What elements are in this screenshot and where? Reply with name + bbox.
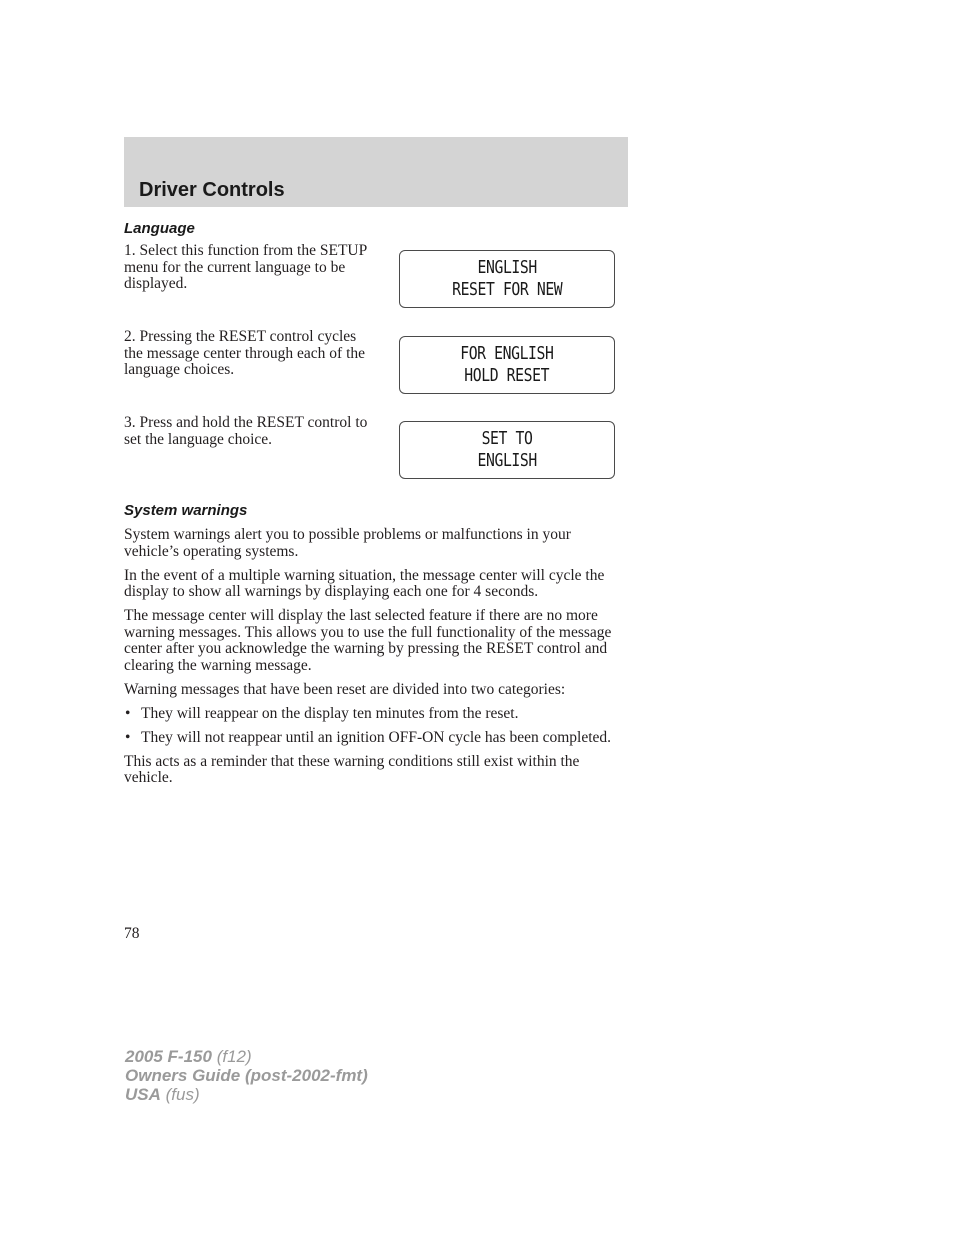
system-warnings-heading: System warnings [124, 502, 248, 519]
page-number: 78 [124, 925, 140, 942]
footer-market: USA [125, 1085, 161, 1104]
message-center-display-3 [399, 421, 615, 479]
display-line-1: ENGLISH [477, 257, 537, 278]
display-line-1: SET TO [481, 428, 533, 449]
system-warnings-body [124, 527, 619, 794]
language-step-1: 1. Select this function from the SETUP menu for the current language to be displayed. [124, 242, 367, 292]
message-center-display-2 [399, 336, 615, 394]
display-line-2: ENGLISH [477, 450, 537, 471]
footer-market-code: (fus) [165, 1085, 200, 1104]
display-line-2: HOLD RESET [464, 365, 550, 386]
bullet-icon: • [125, 728, 131, 746]
language-step-3: 3. Press and hold the RESET control to set the language choice. [124, 414, 368, 448]
display-line-1: FOR ENGLISH [460, 343, 554, 364]
footer-guide: Owners Guide (post-2002-fmt) [125, 1066, 368, 1085]
list-item [124, 706, 619, 723]
warning-categories-list [124, 706, 619, 747]
section-header-bar [124, 137, 628, 207]
paragraph: This acts as a reminder that these warning conditions still exist within the vehicle. [124, 752, 580, 787]
language-step-2: 2. Pressing the RESET control cycles the message center through each of the language choices. [124, 328, 366, 378]
paragraph: The message center will display the last selected feature if there are no more warning messages. This allows you to use the full functionality of the message center after you acknowledge the warning by pressing the RESET control and clearing the warning message. [124, 607, 612, 674]
document-footer [125, 1047, 368, 1104]
list-item-text: They will not reappear until an ignition OFF-ON cycle has been completed. [141, 728, 612, 746]
paragraph: System warnings alert you to possible problems or malfunctions in your vehicle’s operating systems. [124, 526, 571, 560]
display-line-2: RESET FOR NEW [451, 279, 563, 300]
section-title: Driver Controls [139, 179, 285, 201]
bullet-icon: • [125, 704, 131, 722]
list-item-text: They will reappear on the display ten minutes from the reset. [141, 704, 519, 722]
list-item [124, 730, 619, 747]
paragraph: Warning messages that have been reset are divided into two categories: [124, 680, 566, 698]
paragraph: In the event of a multiple warning situation, the message center will cycle the display to show all warnings by displaying each one for 4 seconds. [124, 566, 605, 601]
footer-model-code: (f12) [216, 1047, 252, 1066]
footer-model: 2005 F-150 [125, 1047, 212, 1066]
message-center-display-1 [399, 250, 615, 308]
language-heading: Language [124, 220, 195, 237]
